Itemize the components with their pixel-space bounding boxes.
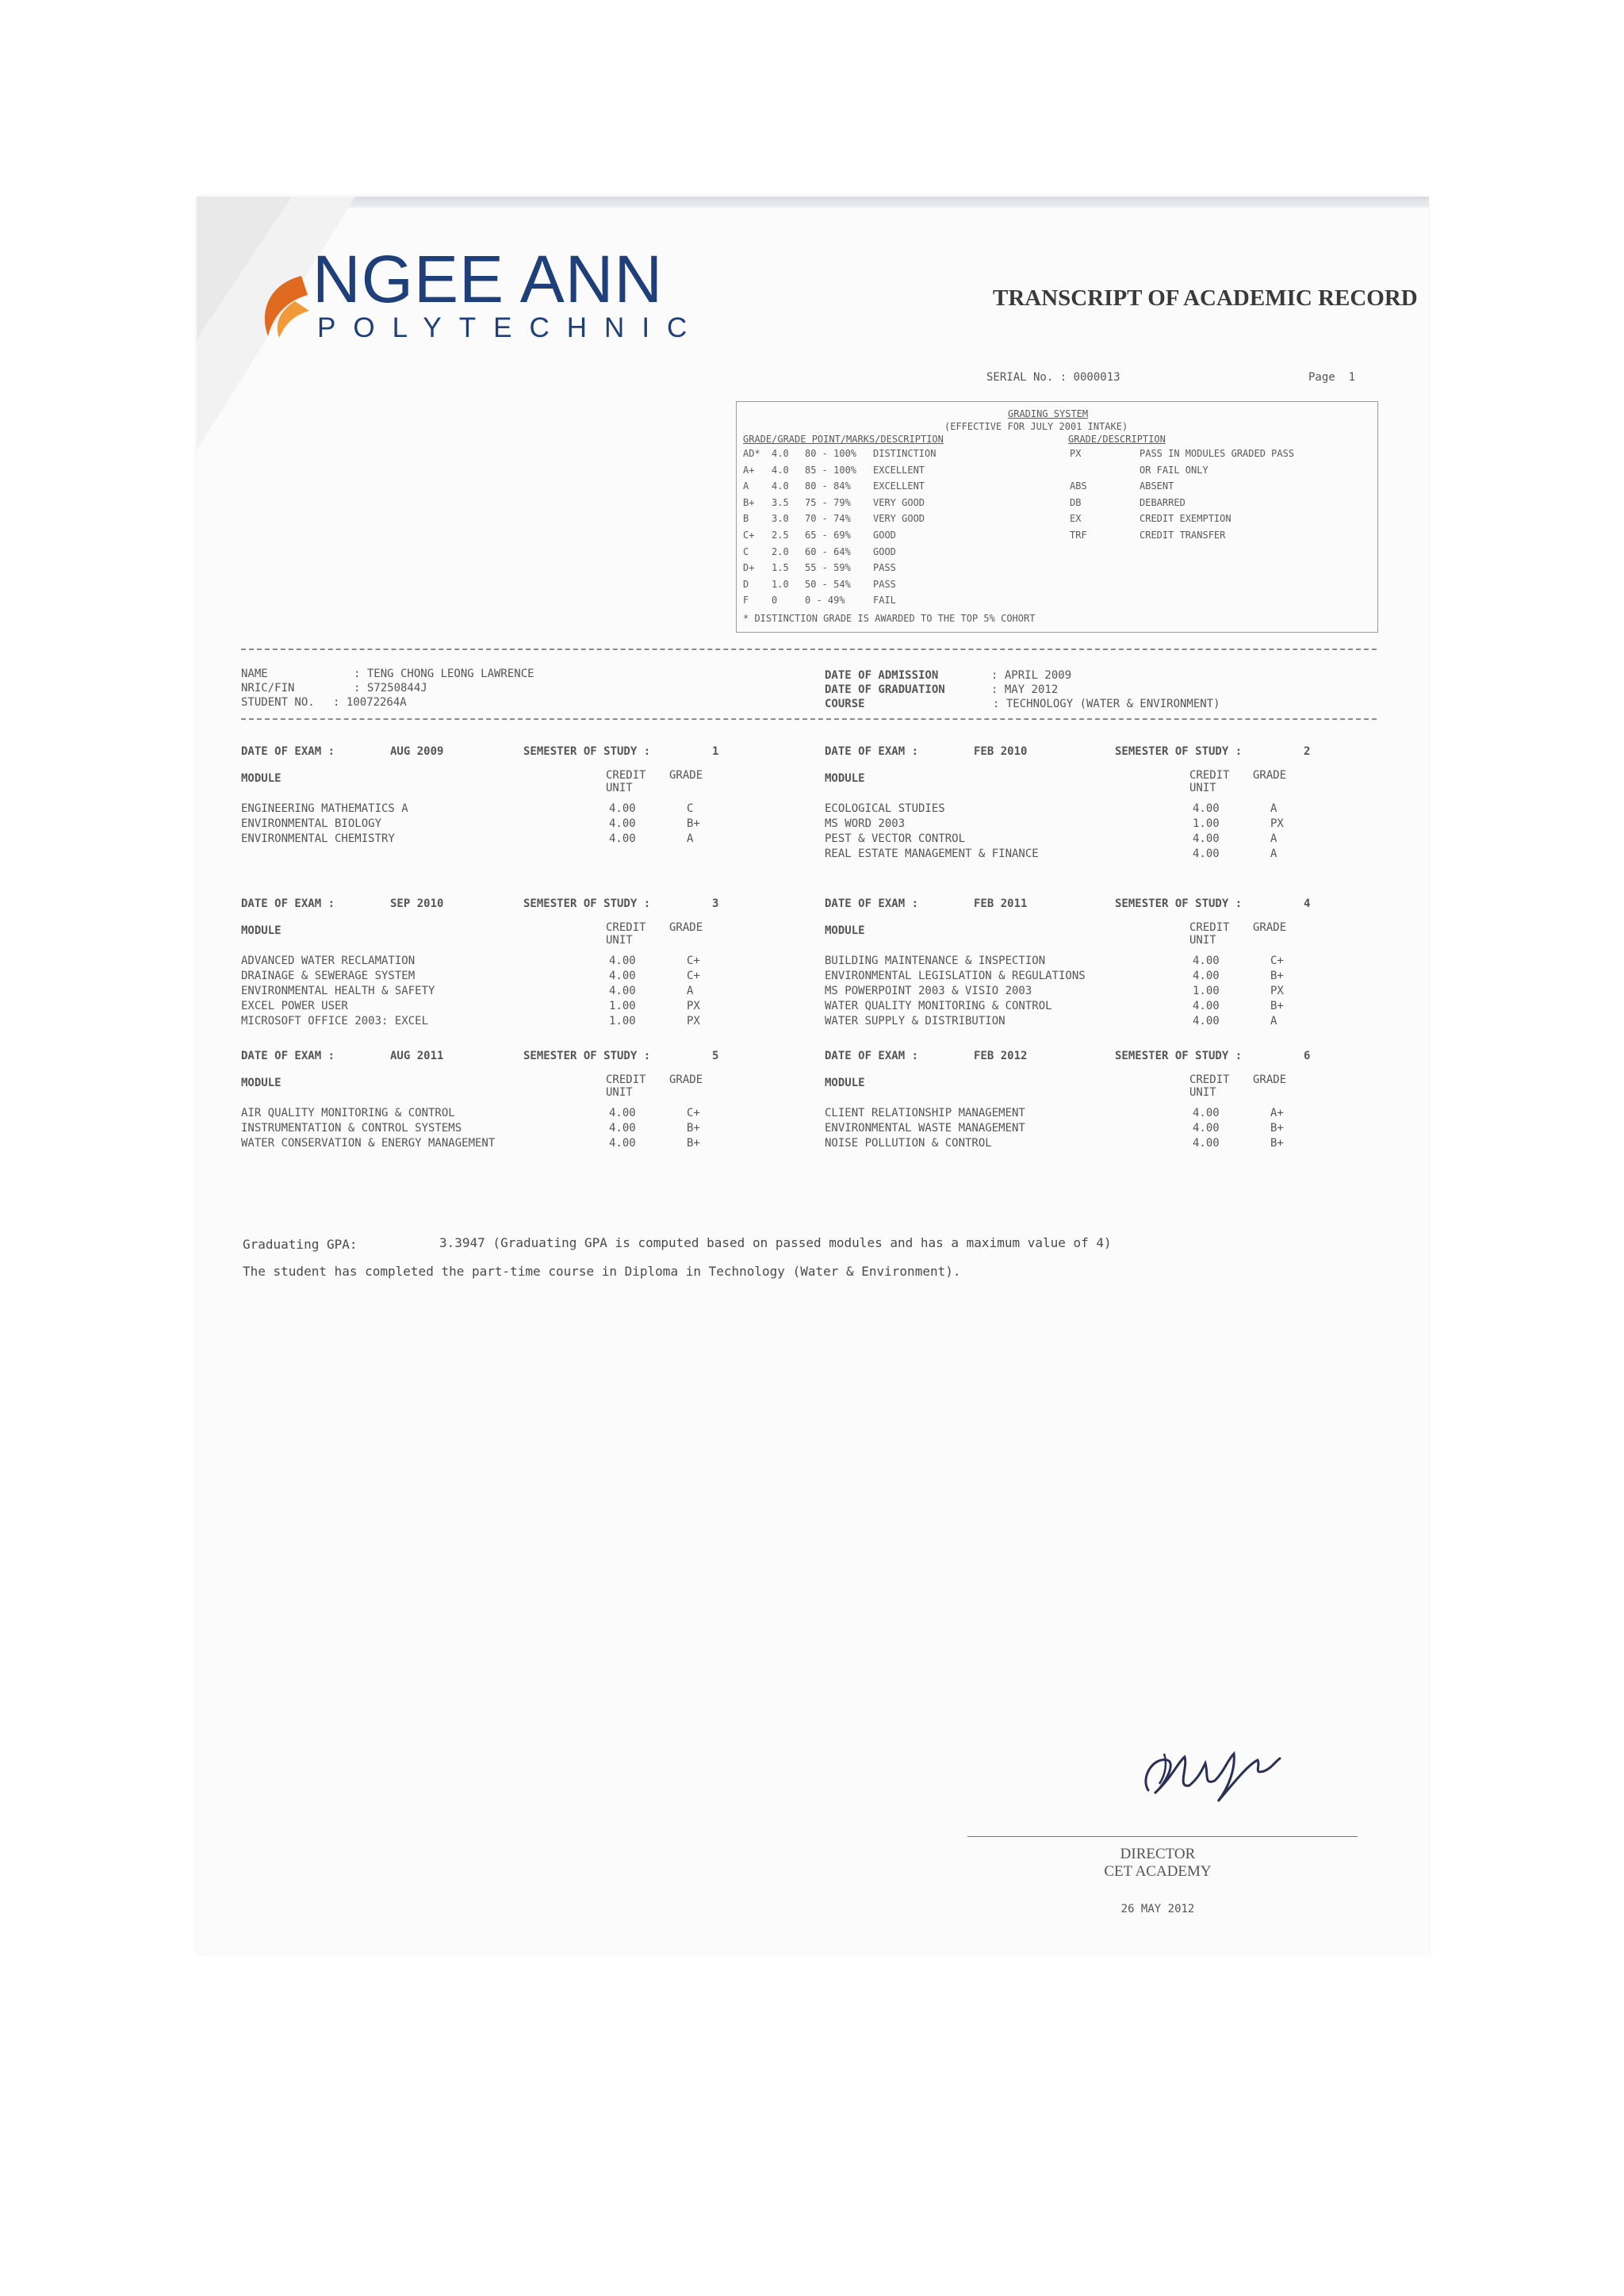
module-credit: 4.00 <box>609 802 636 815</box>
module-credit: 4.00 <box>1193 970 1220 982</box>
grade-point: 0 <box>772 595 778 607</box>
module-name: NOISE POLLUTION & CONTROL <box>825 1137 992 1150</box>
module-header: MODULE <box>825 772 865 785</box>
module-row <box>241 983 796 1000</box>
module-row <box>825 998 1380 1015</box>
grade-header: GRADE <box>1253 921 1287 934</box>
grade-header: GRADE <box>1253 1073 1287 1086</box>
module-row <box>241 1120 796 1137</box>
other-grade-description: OR FAIL ONLY <box>1139 464 1208 476</box>
module-name: ENVIRONMENTAL LEGISLATION & REGULATIONS <box>825 970 1086 982</box>
grade-description: FAIL <box>873 595 896 607</box>
semester-number: 2 <box>1304 745 1311 758</box>
semester-label: SEMESTER OF STUDY : <box>523 745 651 758</box>
grade-header: GRADE <box>669 769 703 782</box>
module-credit: 4.00 <box>1193 1137 1220 1150</box>
module-name: AIR QUALITY MONITORING & CONTROL <box>241 1107 455 1119</box>
student-no-label: STUDENT NO. <box>241 696 315 709</box>
grade-description: PASS <box>873 562 896 574</box>
exam-date: FEB 2010 <box>974 745 1028 758</box>
module-name: ENVIRONMENTAL CHEMISTRY <box>241 832 395 845</box>
module-credit: 4.00 <box>609 955 636 967</box>
module-name: ENGINEERING MATHEMATICS A <box>241 802 408 815</box>
module-grade: B+ <box>1270 1122 1284 1135</box>
student-name: TENG CHONG LEONG LAWRENCE <box>366 668 534 680</box>
grade-point: 3.0 <box>772 513 789 525</box>
student-no-value: : 10072264A <box>333 696 407 709</box>
academy-name: CET ACADEMY <box>1104 1863 1212 1880</box>
grade-code: D <box>743 578 749 590</box>
grade-description: VERY GOOD <box>873 513 925 525</box>
grade-point: 4.0 <box>772 464 789 476</box>
logo-subtitle: POLYTECHNIC <box>317 312 705 343</box>
semester-number: 3 <box>712 897 719 910</box>
other-grade-description: CREDIT EXEMPTION <box>1139 513 1231 525</box>
module-row <box>241 816 796 832</box>
module-grade: C+ <box>687 955 700 967</box>
module-credit: 4.00 <box>609 1107 636 1119</box>
module-name: MS WORD 2003 <box>825 817 906 830</box>
module-row <box>825 1105 1380 1122</box>
semester-block <box>241 1048 796 1191</box>
credit-header: CREDIT <box>606 921 646 934</box>
module-row <box>241 968 796 985</box>
semester-number: 4 <box>1304 897 1311 910</box>
unit-header: UNIT <box>1189 934 1216 947</box>
other-grade-code: PX <box>1070 448 1082 459</box>
credit-header: CREDIT <box>1189 769 1230 782</box>
semester-block <box>241 896 796 1039</box>
module-credit: 4.00 <box>609 817 636 830</box>
module-name: ADVANCED WATER RECLAMATION <box>241 955 416 967</box>
module-name: ECOLOGICAL STUDIES <box>825 802 945 815</box>
grade-point: 3.5 <box>772 496 789 508</box>
grade-marks: 80 - 84% <box>805 480 851 492</box>
module-credit: 4.00 <box>1193 1122 1220 1135</box>
module-grade: C+ <box>687 970 700 982</box>
module-row <box>825 1013 1380 1030</box>
grade-description: GOOD <box>873 545 896 557</box>
student-number: 10072264A <box>346 696 407 709</box>
transcript-sheet <box>197 197 1429 1954</box>
module-credit: 4.00 <box>609 970 636 982</box>
module-header: MODULE <box>241 1077 282 1089</box>
semester-block <box>825 896 1380 1039</box>
module-row <box>825 1120 1380 1137</box>
grade-marks: 65 - 69% <box>805 530 851 541</box>
module-grade: A <box>1270 832 1277 845</box>
module-grade: PX <box>1270 985 1284 997</box>
module-credit: 4.00 <box>609 1122 636 1135</box>
logo-name: NGEE ANN <box>312 242 664 316</box>
grading-right-header: GRADE/DESCRIPTION <box>1068 434 1166 445</box>
exam-date-label: DATE OF EXAM : <box>825 897 919 910</box>
module-grade: PX <box>687 1000 700 1012</box>
module-row <box>241 801 796 817</box>
other-grade-code: EX <box>1070 513 1082 525</box>
module-credit: 1.00 <box>1193 985 1220 997</box>
module-grade: B+ <box>1270 1137 1284 1150</box>
semester-number: 5 <box>712 1050 719 1062</box>
semester-label: SEMESTER OF STUDY : <box>523 897 651 910</box>
module-grade: C+ <box>687 1107 700 1119</box>
grade-point: 1.0 <box>772 578 789 590</box>
grade-description: GOOD <box>873 530 896 541</box>
grade-code: B+ <box>743 496 755 508</box>
grade-marks: 60 - 64% <box>805 545 851 557</box>
grade-point: 4.0 <box>772 480 789 492</box>
credit-header: CREDIT <box>1189 1073 1230 1086</box>
exam-date-label: DATE OF EXAM : <box>825 745 919 758</box>
exam-date: FEB 2011 <box>974 897 1028 910</box>
module-grade: PX <box>687 1015 700 1027</box>
exam-date-label: DATE OF EXAM : <box>241 897 335 910</box>
module-header: MODULE <box>241 924 282 937</box>
grade-marks: 55 - 59% <box>805 562 851 574</box>
module-credit: 4.00 <box>1193 1107 1220 1119</box>
semester-number: 1 <box>712 745 719 758</box>
other-grade-description: DEBARRED <box>1139 496 1185 508</box>
student-nric: S7250844J <box>366 682 427 695</box>
page-number: Page 1 <box>1308 371 1356 384</box>
grade-point: 1.5 <box>772 562 789 574</box>
grade-marks: 70 - 74% <box>805 513 851 525</box>
graduation-value: : MAY 2012 <box>991 683 1059 696</box>
grade-marks: 85 - 100% <box>805 464 857 476</box>
module-grade: C <box>687 802 694 815</box>
credit-header: CREDIT <box>606 1073 646 1086</box>
unit-header: UNIT <box>1189 782 1216 794</box>
grade-code: C <box>743 545 749 557</box>
grade-code: C+ <box>743 530 755 541</box>
module-credit: 4.00 <box>609 1137 636 1150</box>
semester-number: 6 <box>1304 1050 1311 1062</box>
module-header: MODULE <box>825 924 865 937</box>
grade-description: VERY GOOD <box>873 496 925 508</box>
grade-description: PASS <box>873 578 896 590</box>
other-grade-code: DB <box>1070 496 1082 508</box>
module-grade: B+ <box>687 817 700 830</box>
module-grade: C+ <box>1270 955 1284 967</box>
module-row <box>825 953 1380 970</box>
gpa-value: 3.3947 (Graduating GPA is computed based on passed modules and has a maximum value of 4) <box>439 1235 1112 1250</box>
module-name: PEST & VECTOR CONTROL <box>825 832 966 845</box>
module-row <box>241 1013 796 1030</box>
module-row <box>825 968 1380 985</box>
grade-description: EXCELLENT <box>873 480 925 492</box>
module-credit: 1.00 <box>609 1000 636 1012</box>
issue-date: 26 MAY 2012 <box>1120 1903 1195 1915</box>
module-grade: A <box>687 832 694 845</box>
grade-description: EXCELLENT <box>873 464 925 476</box>
serial-number: SERIAL No. : 0000013 <box>986 371 1120 384</box>
module-name: CLIENT RELATIONSHIP MANAGEMENT <box>825 1107 1025 1119</box>
exam-date: AUG 2009 <box>390 745 444 758</box>
grading-title: GRADING SYSTEM <box>1008 408 1089 419</box>
grading-effective: (EFFECTIVE FOR JULY 2001 INTAKE) <box>944 421 1128 432</box>
module-row <box>241 831 796 848</box>
semester-label: SEMESTER OF STUDY : <box>1115 1050 1243 1062</box>
module-credit: 1.00 <box>1193 817 1220 830</box>
module-grade: A <box>1270 848 1277 860</box>
other-grade-code: TRF <box>1070 530 1087 541</box>
completion-statement: The student has completed the part-time course in Diploma in Technology (Water & Environment). <box>243 1264 961 1279</box>
grade-marks: 80 - 100% <box>805 448 857 459</box>
module-credit: 4.00 <box>1193 1015 1220 1027</box>
semester-block <box>241 744 796 886</box>
graduation-label: DATE OF GRADUATION <box>825 683 945 696</box>
module-row <box>825 983 1380 1000</box>
exam-date: AUG 2011 <box>390 1050 444 1062</box>
semester-label: SEMESTER OF STUDY : <box>1115 745 1243 758</box>
divider <box>241 718 1377 720</box>
module-header: MODULE <box>825 1077 865 1089</box>
unit-header: UNIT <box>606 934 633 947</box>
module-grade: A <box>1270 1015 1277 1027</box>
module-row <box>241 998 796 1015</box>
module-grade: A+ <box>1270 1107 1284 1119</box>
semester-label: SEMESTER OF STUDY : <box>1115 897 1243 910</box>
credit-header: CREDIT <box>606 769 646 782</box>
exam-date-label: DATE OF EXAM : <box>241 1050 335 1062</box>
grade-point: 2.0 <box>772 545 789 557</box>
module-credit: 4.00 <box>1193 1000 1220 1012</box>
director-title: DIRECTOR <box>1120 1846 1196 1862</box>
module-credit: 4.00 <box>1193 848 1220 860</box>
credit-header: CREDIT <box>1189 921 1230 934</box>
grade-point: 4.0 <box>772 448 789 459</box>
module-credit: 4.00 <box>1193 802 1220 815</box>
grade-code: A+ <box>743 464 755 476</box>
module-row <box>825 846 1380 863</box>
exam-date: SEP 2010 <box>390 897 444 910</box>
page-title: TRANSCRIPT OF ACADEMIC RECORD <box>993 285 1418 311</box>
admission-value: : APRIL 2009 <box>991 669 1072 682</box>
grade-code: D+ <box>743 562 755 574</box>
grade-code: AD* <box>743 448 760 459</box>
module-row <box>825 831 1380 848</box>
signature-line <box>967 1836 1358 1837</box>
module-name: WATER CONSERVATION & ENERGY MANAGEMENT <box>241 1137 496 1150</box>
module-name: BUILDING MAINTENANCE & INSPECTION <box>825 955 1046 967</box>
module-name: WATER QUALITY MONITORING & CONTROL <box>825 1000 1052 1012</box>
semester-label: SEMESTER OF STUDY : <box>523 1050 651 1062</box>
semester-block <box>825 744 1380 886</box>
gpa-label: Graduating GPA: <box>243 1237 358 1252</box>
module-name: REAL ESTATE MANAGEMENT & FINANCE <box>825 848 1039 860</box>
module-row <box>825 1135 1380 1152</box>
module-row <box>241 1105 796 1122</box>
module-row <box>825 801 1380 817</box>
exam-date-label: DATE OF EXAM : <box>241 745 335 758</box>
course-label: COURSE <box>825 698 865 710</box>
unit-header: UNIT <box>1189 1086 1216 1099</box>
scan-top-band <box>197 197 1429 208</box>
grading-left-header: GRADE/GRADE POINT/MARKS/DESCRIPTION <box>743 434 944 445</box>
other-grade-description: PASS IN MODULES GRADED PASS <box>1139 448 1295 459</box>
module-credit: 4.00 <box>609 985 636 997</box>
semester-block <box>825 1048 1380 1191</box>
grading-system-box <box>736 401 1378 633</box>
other-grade-description: CREDIT TRANSFER <box>1139 530 1226 541</box>
module-credit: 4.00 <box>1193 955 1220 967</box>
grade-code: F <box>743 595 749 607</box>
grade-header: GRADE <box>669 921 703 934</box>
exam-date-label: DATE OF EXAM : <box>825 1050 919 1062</box>
grade-marks: 50 - 54% <box>805 578 851 590</box>
unit-header: UNIT <box>606 782 633 794</box>
module-name: ENVIRONMENTAL BIOLOGY <box>241 817 382 830</box>
module-name: MICROSOFT OFFICE 2003: EXCEL <box>241 1015 429 1027</box>
graduation-date: MAY 2012 <box>1004 683 1059 696</box>
other-grade-code: ABS <box>1070 480 1087 492</box>
module-credit: 4.00 <box>609 832 636 845</box>
module-grade: PX <box>1270 817 1284 830</box>
grade-code: A <box>743 480 749 492</box>
nric-value: : S7250844J <box>354 682 427 695</box>
admission-label: DATE OF ADMISSION <box>825 669 939 682</box>
grade-marks: 0 - 49% <box>805 595 845 607</box>
module-row <box>241 953 796 970</box>
module-name: ENVIRONMENTAL HEALTH & SAFETY <box>241 985 435 997</box>
divider <box>241 649 1377 650</box>
grade-point: 2.5 <box>772 530 789 541</box>
module-row <box>241 1135 796 1152</box>
module-name: DRAINAGE & SEWERAGE SYSTEM <box>241 970 416 982</box>
grade-code: B <box>743 513 749 525</box>
module-grade: A <box>1270 802 1277 815</box>
module-header: MODULE <box>241 772 282 785</box>
distinction-note: * DISTINCTION GRADE IS AWARDED TO THE TOP 5% COHORT <box>743 613 1036 624</box>
logo-swoosh-icon <box>254 270 314 341</box>
unit-header: UNIT <box>606 1086 633 1099</box>
name-value: : TENG CHONG LEONG LAWRENCE <box>354 668 534 680</box>
other-grade-description: ABSENT <box>1139 480 1174 492</box>
course-name: TECHNOLOGY (WATER & ENVIRONMENT) <box>1005 698 1220 710</box>
module-grade: A <box>687 985 694 997</box>
nric-label: NRIC/FIN <box>241 682 295 695</box>
grade-description: DISTINCTION <box>873 448 936 459</box>
name-label: NAME <box>241 668 268 680</box>
exam-date: FEB 2012 <box>974 1050 1028 1062</box>
grade-header: GRADE <box>669 1073 703 1086</box>
module-name: WATER SUPPLY & DISTRIBUTION <box>825 1015 1005 1027</box>
module-row <box>825 816 1380 832</box>
admission-date: APRIL 2009 <box>1004 669 1072 682</box>
module-name: MS POWERPOINT 2003 & VISIO 2003 <box>825 985 1032 997</box>
module-grade: B+ <box>1270 1000 1284 1012</box>
course-value: : TECHNOLOGY (WATER & ENVIRONMENT) <box>993 698 1220 710</box>
module-credit: 4.00 <box>1193 832 1220 845</box>
module-name: INSTRUMENTATION & CONTROL SYSTEMS <box>241 1122 462 1135</box>
module-grade: B+ <box>687 1122 700 1135</box>
module-credit: 1.00 <box>609 1015 636 1027</box>
grade-marks: 75 - 79% <box>805 496 851 508</box>
grade-header: GRADE <box>1253 769 1287 782</box>
module-grade: B+ <box>1270 970 1284 982</box>
module-name: ENVIRONMENTAL WASTE MANAGEMENT <box>825 1122 1025 1135</box>
module-name: EXCEL POWER USER <box>241 1000 348 1012</box>
director-signature <box>1116 1722 1291 1817</box>
module-grade: B+ <box>687 1137 700 1150</box>
